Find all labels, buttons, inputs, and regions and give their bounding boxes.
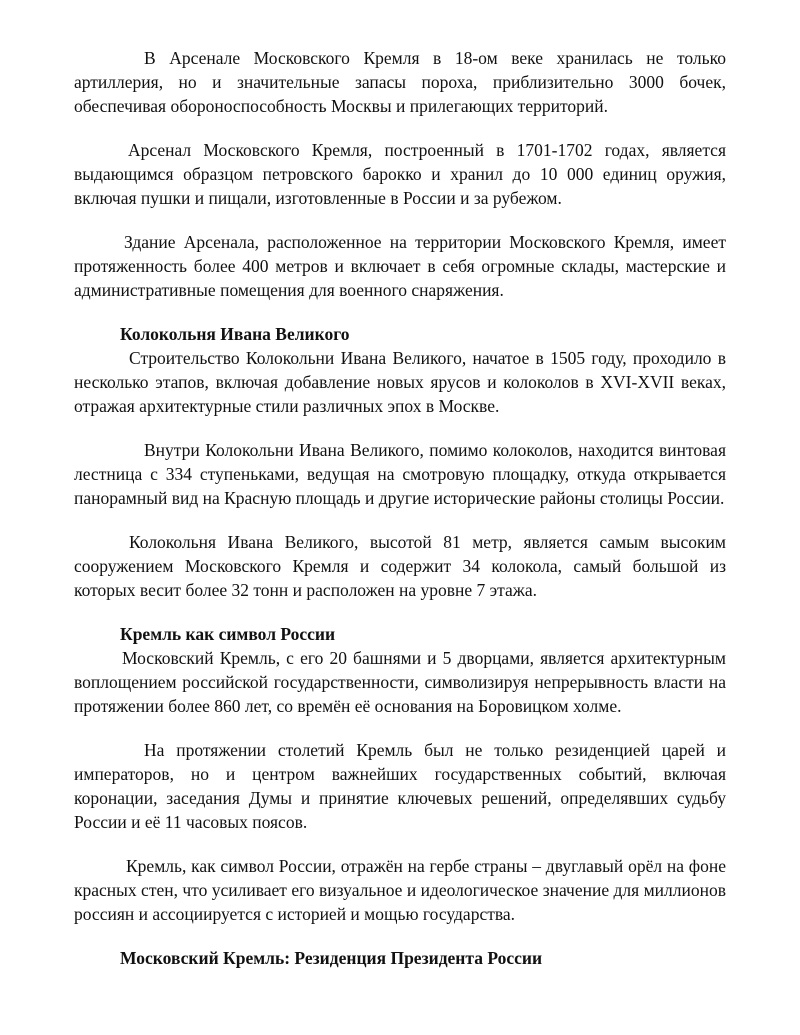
heading-president-residence: Московский Кремль: Резиденция Президента России — [120, 948, 543, 968]
paragraph-symbol-emblem: Кремль, как символ России, отражён на гербе страны – двуглавый орёл на фоне красных стен, что усиливает его визуальное и идеологическое значение для миллионов россиян и ассоциируется с историей и мощью государства. — [74, 856, 726, 924]
heading-kremlin-symbol: Кремль как символ России — [120, 624, 336, 644]
paragraph-bell-tower-height: Колокольня Ивана Великого, высотой 81 метр, является самым высоким сооружением Московского Кремля и содержит 34 колокола, самый большой из которых весит более 32 тонн и расположен на уровне 7 этажа. — [74, 532, 726, 600]
paragraph-bell-tower-staircase: Внутри Колокольни Ивана Великого, помимо колоколов, находится винтовая лестница с 334 ступеньками, ведущая на смотровую площадку, откуда открывается панорамный вид на Красную площадь и другие исторические районы столицы России. — [74, 440, 726, 508]
paragraph-arsenal-built: Арсенал Московского Кремля, построенный в 1701-1702 годах, является выдающимся образцом петровского барокко и хранил до 10 000 единиц оружия, включая пушки и пищали, изготовленные в России и за рубежом. — [74, 140, 726, 208]
paragraph-symbol-centuries: На протяжении столетий Кремль был не только резиденцией царей и императоров, но и центром важнейших государственных событий, включая коронации, заседания Думы и принятие ключевых решений, определявших судьбу России и её 11 часовых поясов. — [74, 740, 726, 832]
document-body — [74, 46, 726, 970]
paragraph-symbol-towers: Московский Кремль, с его 20 башнями и 5 дворцами, является архитектурным воплощением российской государственности, символизируя непрерывность власти на протяжении более 860 лет, со времён её основания на Боровицком холме. — [74, 648, 726, 716]
paragraph-arsenal-building: Здание Арсенала, расположенное на территории Московского Кремля, имеет протяженность более 400 метров и включает в себя огромные склады, мастерские и административные помещения для военного снаряжения. — [74, 232, 726, 300]
paragraph-bell-tower-construction: Строительство Колокольни Ивана Великого, начатое в 1505 году, проходило в несколько этапов, включая добавление новых ярусов и колоколов в XVI-XVII веках, отражая архитектурные стили различных эпох в Москве. — [74, 348, 726, 416]
paragraph-arsenal-gunpowder: В Арсенале Московского Кремля в 18-ом веке хранилась не только артиллерия, но и значительные запасы пороха, приблизительно 3000 бочек, обеспечивая обороноспособность Москвы и прилегающих территорий. — [74, 48, 726, 116]
heading-bell-tower: Колокольня Ивана Великого — [120, 324, 350, 344]
